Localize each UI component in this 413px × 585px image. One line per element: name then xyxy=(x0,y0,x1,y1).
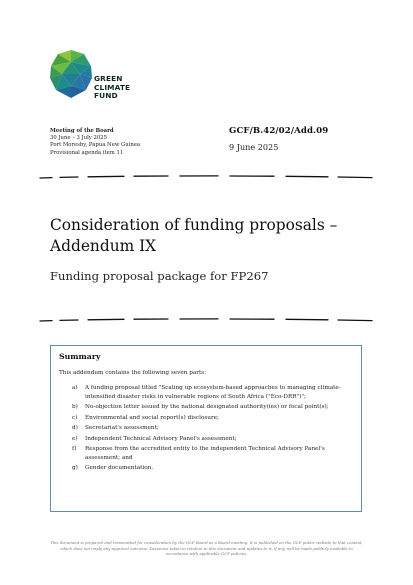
document-date: 9 June 2025 xyxy=(229,142,279,152)
list-item xyxy=(72,445,344,462)
gcf-logo xyxy=(48,48,148,110)
decorative-rule-bottom xyxy=(38,318,374,322)
logo-line-3: FUND xyxy=(94,91,118,101)
list-marker: f) xyxy=(72,446,77,453)
list-item-text: Response from the accredited entity to the independent Technical Advisory Panel's assessment; and xyxy=(85,446,325,461)
footer-disclaimer: This document is prepared and transmitted for consideration by the GCF Board as a Board meeting. It is published on the GCF public website to that context, which does not imply any approval outcome. Decisions taken in relation to this document and updates to it, if any, will be made publicly available in accordance with applicable GCF policies. xyxy=(50,540,363,557)
summary-heading: Summary xyxy=(59,352,101,361)
summary-box xyxy=(50,345,362,512)
logo-line-1: GREEN xyxy=(94,74,123,83)
page-title: Consideration of funding proposals – Addendum IX xyxy=(50,216,338,255)
summary-intro: This addendum contains the following seven parts: xyxy=(59,370,207,376)
list-item-text: No-objection letter issued by the national designated authority(ies) or focal point(s); xyxy=(85,404,329,411)
list-item-text: Independent Technical Advisory Panel's assessment; xyxy=(85,435,237,442)
meeting-title: Meeting of the Board xyxy=(50,128,114,134)
document-symbol: GCF/B.42/02/Add.09 xyxy=(229,126,329,136)
list-marker: a) xyxy=(72,385,78,391)
list-item xyxy=(72,424,344,433)
document-info xyxy=(229,126,328,152)
list-marker: d) xyxy=(72,425,78,432)
logo-line-2: CLIMATE xyxy=(94,82,131,92)
list-item-text: Secretariat's assessment; xyxy=(85,425,159,432)
list-item-text: A funding proposal titled "Scaling up ecosystem-based approaches to managing climate-intensified disaster risks in vulnerable regions of South Africa ("Eco-DRR")"; xyxy=(85,385,341,400)
meeting-info xyxy=(50,128,200,157)
meeting-location: Port Moresby, Papua New Guinea xyxy=(50,142,141,149)
logo-wordmark xyxy=(94,75,130,101)
globe-logo-icon xyxy=(48,48,94,100)
list-item-text: Gender documentation. xyxy=(85,465,154,472)
list-item-text: Environmental and social report(s) disclosure; xyxy=(85,414,219,421)
page-subtitle: Funding proposal package for FP267 xyxy=(50,269,269,283)
list-item xyxy=(72,384,344,401)
list-item xyxy=(72,435,344,444)
list-item xyxy=(72,464,344,473)
decorative-rule-top xyxy=(38,175,374,179)
list-item xyxy=(72,414,344,423)
meeting-dates: 30 June – 3 July 2025 xyxy=(50,135,107,142)
summary-list xyxy=(72,384,344,475)
list-marker: g) xyxy=(72,465,78,472)
agenda-item: Provisional agenda item 11 xyxy=(50,149,124,156)
list-marker: c) xyxy=(72,414,78,421)
list-marker: e) xyxy=(72,435,78,442)
list-marker: b) xyxy=(72,404,78,411)
list-item xyxy=(72,403,344,412)
